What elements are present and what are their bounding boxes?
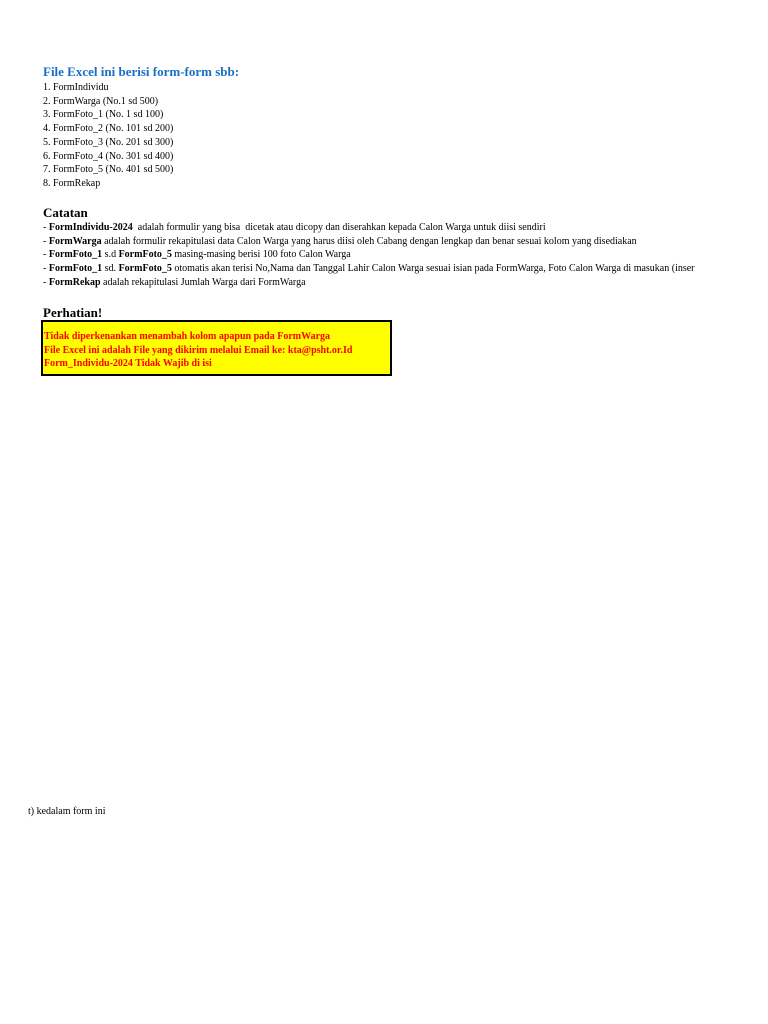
note-form-name: FormIndividu-2024	[48, 222, 133, 233]
note-prefix: -	[43, 222, 49, 233]
notes-heading: Catatan	[43, 205, 88, 220]
note-text: otomatis akan terisi No,Nama dan Tanggal Lahir Calon Warga sesuai isian pada FormWarga, Foto Calon Warga di masukan (inser	[171, 263, 695, 275]
form-list-item: 8. FormRekap	[43, 177, 101, 189]
form-list-item: 2. FormWarga (No.1 sd 500)	[43, 95, 159, 107]
note-text: adalah formulir yang bisa dicetak atau dicopy dan diserahkan kepada Calon Warga untuk diisi sendiri	[132, 222, 546, 233]
note-prefix: -	[43, 249, 49, 261]
note-item	[43, 221, 706, 235]
warning-box	[41, 320, 392, 376]
form-list	[43, 81, 173, 191]
form-list-item: 3. FormFoto_1 (No. 1 sd 100)	[43, 109, 164, 121]
form-list-item: 7. FormFoto_5 (No. 401 sd 500)	[43, 164, 174, 176]
notes-list	[43, 221, 706, 290]
note-text: adalah rekapitulasi Jumlah Warga dari FormWarga	[100, 276, 306, 288]
warning-line: Form_Individu-2024 Tidak Wajib di isi	[44, 358, 212, 370]
note-prefix: -	[43, 235, 49, 247]
note-item	[43, 276, 706, 290]
warning-heading: Perhatian!	[43, 305, 103, 320]
note-form-name: FormFoto_1	[48, 249, 103, 261]
note-form-name: FormFoto_5	[118, 263, 172, 275]
note-form-name: FormWarga	[48, 235, 102, 247]
form-list-item: 5. FormFoto_3 (No. 201 sd 300)	[43, 136, 174, 148]
overflow-text: t) kedalam form ini	[28, 806, 106, 817]
form-list-item: 6. FormFoto_4 (No. 301 sd 400)	[43, 150, 174, 162]
note-form-name: FormRekap	[48, 276, 101, 288]
note-text: s.d	[102, 249, 119, 261]
page-title: File Excel ini berisi form-form sbb:	[43, 64, 240, 79]
note-item	[43, 235, 706, 249]
note-text: adalah formulir rekapitulasi data Calon Warga yang harus diisi oleh Cabang dengan lengkap dan benar sesuai kolom yang disediakan	[101, 235, 637, 247]
note-text: sd.	[102, 263, 119, 275]
note-item	[43, 262, 706, 276]
note-item	[43, 248, 706, 262]
note-form-name: FormFoto_5	[118, 249, 172, 261]
note-prefix: -	[43, 263, 49, 275]
form-list-item: 4. FormFoto_2 (No. 101 sd 200)	[43, 123, 174, 135]
warning-line: File Excel ini adalah File yang dikirim melalui Email ke: kta@psht.or.Id	[44, 344, 353, 356]
warning-line: Tidak diperkenankan menambah kolom apapun pada FormWarga	[44, 331, 331, 342]
note-text: masing-masing berisi 100 foto Calon Warga	[171, 249, 351, 261]
note-prefix: -	[43, 276, 49, 288]
note-form-name: FormFoto_1	[48, 263, 103, 275]
form-list-item: 1. FormIndividu	[43, 82, 109, 93]
